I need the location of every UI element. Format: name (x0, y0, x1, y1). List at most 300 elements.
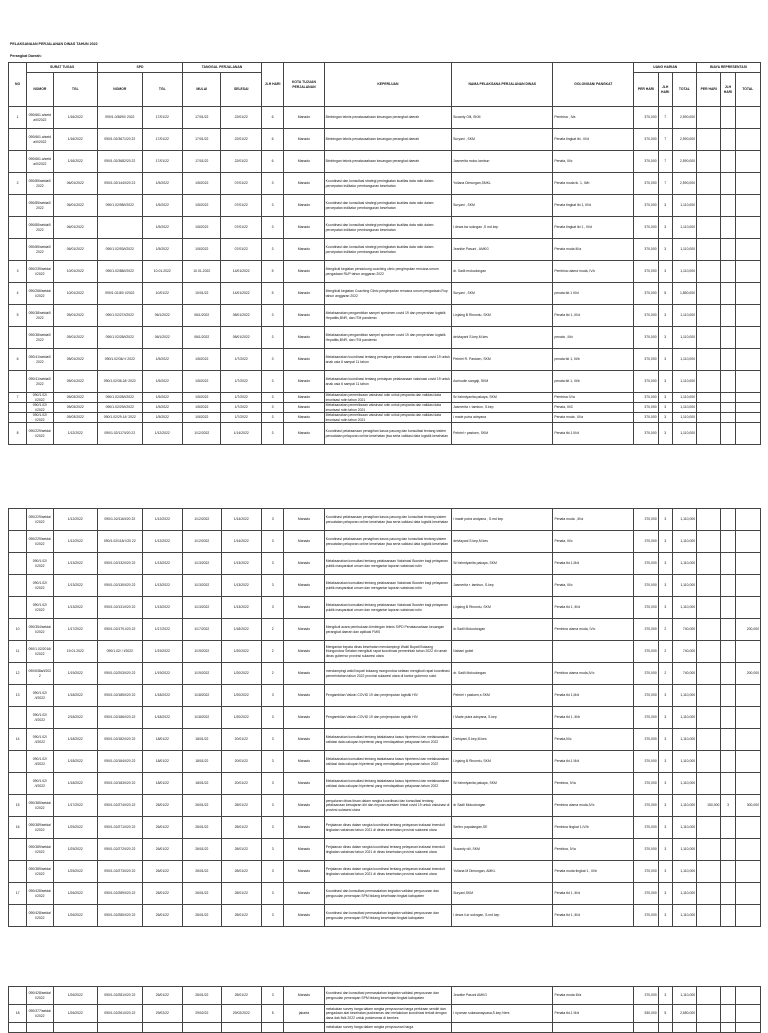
cell-surat-tugas-tgl: 1/18/2022 (53, 685, 98, 707)
table-row (9, 751, 761, 773)
cell-rep-jlh-hari (721, 239, 735, 261)
cell-jumlah-hari: 3 (261, 349, 283, 371)
cell-keperluan: Perjalanan dinas dalam rangka koordinasi tentang pelayanan inaksasi imenduit tingkatan vaksinasi tahun 2021 di dinas kesehatan provinsi sulawesi utara (324, 861, 452, 883)
cell-surat-tugas-tgl: 10/01/2022 (53, 283, 98, 305)
cell-jumlah-hari: 5 (262, 1005, 284, 1023)
cell-surat-tugas-nomor: 090/85/setda/I/2022 (27, 195, 53, 217)
cell-tanggal-mulai: 1/12/2022 (183, 423, 221, 445)
cell-kota-tujuan: Manado (284, 239, 324, 261)
cell-uang-jlh-hari: 3 (658, 839, 672, 861)
cell-jumlah-hari: 5 (261, 283, 283, 305)
cell-uang-jlh-hari: 3 (658, 729, 672, 751)
cell-surat-tugas-nomor: 090/389/setda/I/2022 (27, 861, 53, 883)
table-body (9, 987, 761, 1033)
cell-tanggal-mulai: 1/5/2022 (183, 413, 221, 423)
cell-row-no: 14 (9, 729, 27, 751)
cell-jumlah-hari (262, 1023, 284, 1033)
cell-rep-total (735, 751, 760, 773)
cell-uang-jlh-hari: 3 (658, 371, 672, 393)
cell-tanggal-mulai: 1/18/2022 (183, 707, 221, 729)
cell-surat-tugas-nomor: 090/1.02/ I/2022 (27, 575, 53, 597)
cell-golongan: Penata tingkat Ikt , III/d (553, 129, 634, 151)
cell-keperluan: Melaksanakan koordinasi tentang persiapan pelaksanaan vaksinasi covid 19 untuk anak usia 6 sampai 11 tahun (324, 349, 452, 371)
cell-uang-total: 1,110,000 (672, 861, 696, 883)
cell-tanggal-selesai: 1/13/2022 (221, 597, 261, 619)
cell-spd-nomor: 090/1.02/36.2/I/ 2022 (98, 371, 143, 393)
cell-spd-nomor: 090/1.02/280/I/20 22 (98, 905, 143, 927)
cell-rep-total (735, 597, 760, 619)
cell-spd-tgl: 18/01/22 (142, 729, 182, 751)
table-row (9, 413, 761, 423)
cell-jumlah-hari: 3 (261, 195, 283, 217)
page-2 (0, 470, 768, 982)
cell-uang-per-hari: 370,000 (634, 773, 658, 795)
cell-spd-tgl: 1/17/2022 (142, 619, 182, 641)
cell-surat-tugas-tgl: 05/03/2022 (53, 413, 98, 423)
cell-rep-per-hari (697, 641, 721, 663)
cell-kota-tujuan: Manado (284, 707, 324, 729)
cell-spd-nomor: 090/1.02.80/ I/2022 (98, 283, 143, 305)
cell-rep-per-hari (697, 817, 721, 839)
table-body (9, 509, 761, 927)
cell-uang-total: 1,110,000 (672, 349, 696, 371)
cell-rep-total (735, 107, 761, 129)
cell-tanggal-selesai: 07/01/22 (221, 173, 261, 195)
page-1 (0, 0, 768, 465)
cell-uang-per-hari: 370,000 (634, 173, 658, 195)
cell-keperluan: Pengambilan Vaksin COVID 19 dan penjemputan logistik HIV (324, 707, 452, 729)
cell-spd-tgl: 1/13/2022 (142, 575, 182, 597)
cell-tanggal-selesai: 28/01/22 (221, 905, 261, 927)
cell-uang-total: 1,110,000 (672, 685, 696, 707)
cell-spd-tgl: 1/5/2022 (142, 349, 182, 371)
cell-row-no (9, 597, 27, 619)
cell-uang-per-hari (634, 1023, 658, 1033)
cell-nama-pelaksana: dr. Sadli Mokodongan (452, 663, 553, 685)
cell-jumlah-hari: 3 (262, 817, 284, 839)
cell-uang-jlh-hari: 3 (658, 905, 672, 927)
cell-uang-total: 1,110,000 (672, 371, 696, 393)
cell-nama-pelaksana: Pebriel R. Pastoen, SKM (452, 349, 553, 371)
cell-keperluan: Koordinasi dan konsultasi permasalahan kegiatan validasi penyusunan dan pengusulan penerapan SPM bidang kesehatan tingkat kabupaten (324, 987, 452, 1005)
cell-rep-total: 200,000 (735, 619, 760, 641)
cell-tanggal-selesai (221, 1023, 261, 1033)
cell-uang-jlh-hari: 7 (658, 129, 672, 151)
cell-spd-nomor: 090/1.02/271/I/20 22 (98, 817, 143, 839)
cell-spd-tgl: 1/5/2022 (142, 393, 182, 403)
cell-kota-tujuan: Manado (284, 283, 324, 305)
cell-golongan: Pembina IV/a (553, 393, 634, 403)
cell-keperluan: Pengambilan Vaksin COVID 19 dan penjemputan logistik HIV (324, 685, 452, 707)
header-per-hari: PER HARI (634, 73, 658, 107)
cell-rep-jlh-hari (721, 641, 735, 663)
cell-uang-per-hari: 370,000 (634, 861, 658, 883)
cell-tanggal-selesai: 1/20/2022 (221, 663, 261, 685)
cell-tanggal-mulai: 1/5/2022 (183, 239, 221, 261)
cell-keperluan: Melaksanakan konsultasi tentang pelaksanaan Vaksinasi Booster bagi pelayanan publik masyarakat umum dan mengantar laporan vaksinasi rutin (324, 553, 452, 575)
cell-jumlah-hari: 3 (262, 795, 284, 817)
cell-spd-nomor: 090/1.02/131/I/20 22 (98, 597, 143, 619)
cell-spd-nomor: 090/1.02/29.1/I/ 2022 (98, 413, 143, 423)
cell-golongan: penata tkt 1, III/b (553, 349, 634, 371)
cell-keperluan: Koordinasi dan konsultasi strategi peningkatan kualitas data ratio dalam percepatan indikator pembangunan kesehatan (324, 239, 452, 261)
header-jml-hari: JLH HARI (261, 63, 283, 107)
cell-uang-total (672, 1023, 696, 1033)
cell-uang-jlh-hari: 3 (658, 773, 672, 795)
cell-tanggal-mulai: 1/18/2022 (183, 685, 221, 707)
cell-uang-total: 1,110,000 (672, 413, 696, 423)
cell-tanggal-mulai: 26/01/22 (183, 817, 221, 839)
header-rep-jlh-hari: JLH HARI (721, 73, 735, 107)
cell-golongan: Penata tkt.1 III/d (553, 751, 634, 773)
cell-jumlah-hari: 3 (262, 707, 284, 729)
cell-surat-tugas-tgl: 1/12/2022 (53, 531, 98, 553)
cell-tanggal-selesai: 20/01/22 (221, 751, 261, 773)
cell-uang-jlh-hari: 2 (658, 619, 672, 641)
cell-rep-jlh-hari (721, 597, 735, 619)
cell-row-no (9, 151, 27, 173)
cell-uang-per-hari: 370,000 (634, 413, 658, 423)
cell-kota-tujuan: Manado (284, 423, 324, 445)
cell-rep-per-hari (697, 575, 721, 597)
cell-tanggal-mulai: 1/19/2022 (183, 641, 221, 663)
cell-kota-tujuan: Manado (284, 987, 324, 1005)
cell-surat-tugas-nomor: 090/661.a/setda/II/2022 (27, 151, 53, 173)
cell-rep-jlh-hari (721, 327, 735, 349)
cell-golongan: Penata muda , III/a (553, 413, 634, 423)
cell-tanggal-selesai: 28/01/22 (221, 817, 261, 839)
cell-kota-tujuan: Manado (284, 773, 324, 795)
header-surat-tugas: SURAT TUGAS (27, 63, 98, 73)
header-jlh-hari: JLH HARI (658, 73, 672, 107)
cell-row-no (9, 987, 27, 1005)
cell-spd-tgl: 06/1/2022 (142, 305, 182, 327)
cell-uang-jlh-hari: 3 (658, 327, 672, 349)
cell-surat-tugas-nomor: 090/41/setda/I/2022 (27, 371, 53, 393)
cell-rep-total (735, 861, 760, 883)
cell-uang-jlh-hari: 3 (658, 575, 672, 597)
cell-surat-tugas-tgl: 05/03/2022 (53, 403, 98, 413)
cell-rep-per-hari (697, 729, 721, 751)
cell-tanggal-mulai: 1/19/2022 (183, 663, 221, 685)
header-spd-nomor: NOMOR (98, 73, 143, 107)
cell-uang-per-hari: 370,000 (634, 531, 658, 553)
cell-spd-tgl: 26/01/22 (142, 861, 182, 883)
cell-rep-per-hari: 150,000 (697, 795, 721, 817)
cell-tanggal-mulai: 10.01.2022 (183, 261, 221, 283)
cell-tanggal-selesai: 14/01/2022 (221, 261, 261, 283)
cell-tanggal-mulai: 1/12/2022 (183, 509, 221, 531)
cell-kota-tujuan: jakarta (284, 1005, 324, 1023)
header-mulai: MULAI (183, 73, 221, 107)
cell-surat-tugas-tgl: 1/13/2022 (53, 597, 98, 619)
cell-nama-pelaksana: I nyoman sukasanayuasa,S.kep Ners (452, 1005, 553, 1023)
cell-rep-total (735, 423, 761, 445)
cell-surat-tugas-nomor: 090/1.02/ /I/2022 (27, 751, 53, 773)
cell-tanggal-mulai: 1/13/2022 (183, 553, 221, 575)
cell-uang-per-hari: 370,000 (634, 663, 658, 685)
cell-golongan (553, 641, 634, 663)
cell-surat-tugas-tgl: 1/17/2022 (53, 619, 98, 641)
cell-row-no: 17 (9, 883, 27, 905)
cell-rep-total (735, 173, 761, 195)
cell-kota-tujuan: Manado (284, 685, 324, 707)
cell-nama-pelaksana: I Made putra adnyana, S.kep (452, 707, 553, 729)
cell-tanggal-mulai: 06/1/2022 (183, 305, 221, 327)
cell-rep-total (735, 195, 761, 217)
cell-nama-pelaksana (452, 1023, 553, 1033)
cell-rep-jlh-hari (721, 305, 735, 327)
cell-tanggal-mulai: 17/01/22 (183, 129, 221, 151)
cell-rep-per-hari (697, 531, 721, 553)
cell-nama-pelaksana: Jeanike Pasuni AMKG (452, 987, 553, 1005)
cell-uang-jlh-hari: 7 (658, 173, 672, 195)
cell-golongan: Penata, III/c (553, 531, 634, 553)
cell-rep-per-hari (697, 685, 721, 707)
cell-rep-per-hari (697, 371, 721, 393)
cell-jumlah-hari: 6 (261, 151, 283, 173)
cell-row-no (9, 575, 27, 597)
cell-keperluan: Melaksanakan pengambilan sampel spesimen covid 19 dan penyerahan logistik Hepatitis,BNR, dan ITM pandemic (324, 327, 452, 349)
cell-uang-per-hari: 370,000 (634, 905, 658, 927)
cell-row-no: 5 (9, 305, 27, 327)
cell-rep-total (735, 151, 761, 173)
cell-surat-tugas-tgl: 1/16/2022 (53, 107, 98, 129)
cell-rep-total (735, 905, 760, 927)
cell-rep-per-hari (697, 987, 721, 1005)
cell-surat-tugas-tgl: 05/01/2022 (53, 327, 98, 349)
cell-jumlah-hari: 6 (261, 129, 283, 151)
cell-uang-jlh-hari: 3 (658, 817, 672, 839)
header-golongan: GOLONGAN/ PANGKAT (553, 63, 634, 107)
table-row (9, 553, 761, 575)
cell-row-no: 10 (9, 619, 27, 641)
cell-keperluan: Koordinasi dan konsultasi permasalahan kegiatan validasi penyusunan dan pengusulan penerapan SPM bidang kesehatan tingkat kabupaten (324, 905, 452, 927)
cell-surat-tugas-nomor: 090/85/setda/I/2022 (27, 173, 53, 195)
cell-spd-nomor: 090/1.02/28/I/2022 (98, 393, 143, 403)
cell-uang-jlh-hari: 2 (658, 663, 672, 685)
cell-spd-nomor: 090/1.02/118/ I/20 22 (98, 531, 143, 553)
cell-rep-per-hari (697, 707, 721, 729)
cell-keperluan: Koordinasi dan konsultasi strategi peningkatan kualitas data ratio dalam percepatan indikator pembangunan kesehatan (324, 195, 452, 217)
cell-rep-jlh-hari (721, 151, 735, 173)
cell-uang-total: 740,000 (672, 663, 696, 685)
cell-kota-tujuan (284, 1023, 324, 1033)
cell-nama-pelaksana: Jasmerita r. tambun, S.kep (452, 403, 553, 413)
cell-keperluan: Melaksanakan pengambilan sampel spesimen covid 19 dan penyerahan logistik Hepatitis,BNR, dan ITM pandemic (324, 305, 452, 327)
cell-tanggal-selesai: 28/01/22 (221, 987, 261, 1005)
cell-keperluan: mendampingi wakil bupati bolaang mongondow selatan mengikuti rapat koordinasi pemerintahan tahun 2022 provinsi sulawesi utara di kantor gubernur sulut (324, 663, 452, 685)
cell-rep-jlh-hari (721, 1023, 735, 1033)
cell-keperluan: Koordinasi dan konsultasi strategi peningkatan kualitas data ratio dalam percepatan indikator pembangunan kesehatan (324, 173, 452, 195)
header-kota-tujuan: KOTA TUJUAN PERJALANAN (284, 63, 324, 107)
cell-spd-nomor: 090/1.02/93/I/2022 (98, 239, 143, 261)
table-row (9, 597, 761, 619)
cell-rep-total (735, 393, 761, 403)
cell-nama-pelaksana: Yuliana Dimungan,SMKL (452, 173, 553, 195)
cell-uang-total: 1,110,000 (672, 403, 696, 413)
cell-nama-pelaksana: I dewa kw sukngan ,S md kep (452, 217, 553, 239)
page-3 (0, 985, 768, 1030)
cell-rep-per-hari (697, 861, 721, 883)
cell-uang-jlh-hari: 3 (658, 403, 672, 413)
cell-rep-per-hari (697, 773, 721, 795)
cell-uang-jlh-hari: 2 (658, 641, 672, 663)
cell-tanggal-selesai: 1/20/2022 (221, 641, 261, 663)
cell-row-no: 16 (9, 817, 27, 839)
header-total: TOTAL (672, 73, 696, 107)
cell-uang-total: 1,110,000 (672, 839, 696, 861)
cell-nama-pelaksana: Pebriel r pastoen,s SKM (452, 685, 553, 707)
cell-keperluan: Koordinasi pelaksanaan penagihan kasus pasung dan konsultasi tentang sistem pencatatan pelaporan online kesehatan jiwa serta validasi data logistik kesehatan (324, 531, 452, 553)
cell-row-no (9, 531, 27, 553)
cell-surat-tugas-tgl: 10/01/2022 (53, 261, 98, 283)
cell-nama-pelaksana: dr Sadli Mokodongan (452, 795, 553, 817)
cell-uang-total: 1,110,000 (672, 575, 696, 597)
cell-uang-per-hari: 370,000 (634, 575, 658, 597)
cell-nama-pelaksana: delvlayani S.kep,M.kes (452, 327, 553, 349)
cell-rep-total (735, 283, 761, 305)
cell-spd-tgl: 1/13/2022 (142, 553, 182, 575)
cell-surat-tugas-nomor: 090/41/setda/I/2022 (27, 349, 53, 371)
table-body (9, 107, 761, 445)
cell-nama-pelaksana: Linjaing B Rinumiu, SKM (452, 597, 553, 619)
cell-spd-tgl: 18/01/22 (142, 751, 182, 773)
cell-surat-tugas-nomor: 090/661.a/setda/II/2022 (27, 107, 53, 129)
cell-spd-nomor (98, 1023, 143, 1033)
cell-rep-per-hari (697, 839, 721, 861)
cell-row-no (9, 129, 27, 151)
cell-kota-tujuan: Manado (284, 173, 324, 195)
cell-jumlah-hari: 3 (261, 327, 283, 349)
cell-nama-pelaksana: Jasmerita r. tambun, S.kep (452, 575, 553, 597)
cell-jumlah-hari: 3 (262, 751, 284, 773)
cell-surat-tugas-tgl: 1/26/2022 (53, 883, 98, 905)
cell-uang-jlh-hari: 3 (658, 987, 672, 1005)
cell-golongan: Pembina utama muda,IV/c (553, 663, 634, 685)
cell-nama-pelaksana: Suryani , SKM (452, 283, 553, 305)
cell-tanggal-selesai: 28/01/22 (221, 861, 261, 883)
cell-rep-jlh-hari (721, 685, 735, 707)
cell-uang-per-hari: 370,000 (634, 283, 658, 305)
cell-rep-per-hari (697, 751, 721, 773)
cell-nama-pelaksana: Suryani , SKM (452, 129, 553, 151)
cell-nama-pelaksana: Sri fahmiyanita pakaya, SKM (452, 773, 553, 795)
cell-row-no (9, 371, 27, 393)
header-biaya-representasi: BIAYA REPRESENTASI (697, 63, 761, 73)
table-row (9, 393, 761, 403)
cell-kota-tujuan: Manado (284, 531, 324, 553)
cell-tanggal-selesai: 08/01/2022 (221, 305, 261, 327)
cell-spd-nomor: 090/1.02/281/I/20 22 (98, 987, 143, 1005)
cell-spd-nomor: 090/1.0/3690/ 2022 (98, 107, 143, 129)
cell-spd-tgl: 1/5/2022 (142, 173, 182, 195)
table-row (9, 151, 761, 173)
cell-keperluan: Bimbingan teknis penatausahaan keuangan perangkat daerah (324, 107, 452, 129)
cell-spd-nomor: 090/1.02/272/I/20 22 (98, 839, 143, 861)
cell-row-no (9, 1023, 27, 1033)
table-row (9, 107, 761, 129)
cell-uang-per-hari: 370,000 (634, 239, 658, 261)
cell-rep-per-hari (697, 883, 721, 905)
cell-tanggal-mulai: 06/1/2022 (183, 327, 221, 349)
cell-keperluan: Melaksanakan konsultasi tentang pelaksanaan Vaksinasi Booster bagi pelayanan publik masyarakat umum dan mengantar laporan vaksinasi rutin (324, 575, 452, 597)
table-row (9, 1023, 761, 1033)
cell-uang-jlh-hari: 3 (658, 861, 672, 883)
table-row (9, 173, 761, 195)
cell-spd-tgl: 1/13/2022 (142, 597, 182, 619)
cell-nama-pelaksana: i made putra andyana , S.md kep (452, 509, 553, 531)
cell-uang-per-hari: 370,000 (634, 817, 658, 839)
cell-tanggal-mulai: 1/12/2022 (183, 531, 221, 553)
travel-table-page-1 (8, 62, 761, 445)
cell-spd-nomor: 090/1.02/184/I/20 22 (98, 751, 143, 773)
cell-spd-nomor: 090/1.02/182/I/20 22 (98, 729, 143, 751)
cell-spd-nomor: 090/1.02/273/I/20 22 (98, 861, 143, 883)
cell-rep-jlh-hari (721, 349, 735, 371)
cell-spd-tgl: 1/5/2022 (142, 413, 182, 423)
cell-surat-tugas-nomor: 090/85/setda/I/2022 (27, 217, 53, 239)
cell-spd-tgl: 26/01/22 (142, 817, 182, 839)
cell-uang-per-hari: 370,000 (634, 619, 658, 641)
cell-rep-total (735, 817, 760, 839)
cell-rep-jlh-hari (721, 553, 735, 575)
cell-tanggal-selesai: 1/18/2022 (221, 619, 261, 641)
table-row (9, 663, 761, 685)
cell-surat-tugas-tgl: 06/01/2022 (53, 173, 98, 195)
cell-tanggal-selesai: 29/02/2022 (221, 1005, 261, 1023)
cell-uang-jlh-hari: 5 (658, 283, 672, 305)
cell-rep-jlh-hari (721, 773, 735, 795)
cell-uang-jlh-hari: 3 (658, 553, 672, 575)
cell-surat-tugas-tgl: 05/03/2022 (53, 393, 98, 403)
cell-golongan: penata tkt 1, III/b (553, 371, 634, 393)
cell-surat-tugas-nomor: 090/1.02/ I/2022 (27, 413, 53, 423)
cell-surat-tugas-tgl: 1/25/2022 (53, 861, 98, 883)
cell-uang-jlh-hari: 3 (658, 883, 672, 905)
cell-spd-nomor: 090/1.02/3671/20 22 (98, 129, 143, 151)
cell-spd-tgl: 1/5/2022 (142, 195, 182, 217)
cell-spd-tgl: 1/12/2022 (142, 423, 182, 445)
cell-tanggal-selesai: 1/7/2022 (221, 413, 261, 423)
cell-kota-tujuan: Manado (284, 327, 324, 349)
cell-surat-tugas-tgl: 1/13/2022 (53, 575, 98, 597)
cell-golongan: Penata tingkat Ikt 1, III/d (553, 195, 634, 217)
cell-spd-nomor: 090/1.02/36/ I/ 2022 (98, 349, 143, 371)
cell-spd-nomor: 090/1.02/186/I/20 22 (98, 707, 143, 729)
cell-spd-tgl: 17/01/22 (142, 151, 182, 173)
cell-uang-per-hari: 370,000 (634, 349, 658, 371)
cell-rep-jlh-hari (721, 817, 735, 839)
cell-surat-tugas-nomor: 090/229/setda/I/2022 (27, 531, 53, 553)
table-row (9, 987, 761, 1005)
cell-tanggal-mulai: 29/02/22 (183, 1005, 221, 1023)
cell-rep-total (735, 1023, 760, 1033)
table-row (9, 773, 761, 795)
cell-uang-jlh-hari: 3 (658, 195, 672, 217)
cell-nama-pelaksana: dr.Sadli Mokodongan (452, 619, 553, 641)
cell-spd-nomor: 090/1.02/98/I/2022 (98, 195, 143, 217)
cell-uang-total: 1,110,000 (672, 795, 696, 817)
cell-keperluan: Koordinasi pelaksanaan penagihan kasus pasung dan konsultasi tentang sistem pencatatan pelaporan online kesehatan jiwa serta validasi data logistik kesehatan (324, 509, 452, 531)
cell-nama-pelaksana: Yuliana M Dimungan, AMKL (452, 861, 553, 883)
cell-uang-jlh-hari: 3 (658, 795, 672, 817)
cell-jumlah-hari: 3 (261, 403, 283, 413)
cell-rep-total (735, 987, 760, 1005)
cell-uang-total: 1,110,000 (672, 195, 696, 217)
cell-tanggal-mulai: 26/01/22 (183, 795, 221, 817)
cell-rep-per-hari (697, 423, 721, 445)
